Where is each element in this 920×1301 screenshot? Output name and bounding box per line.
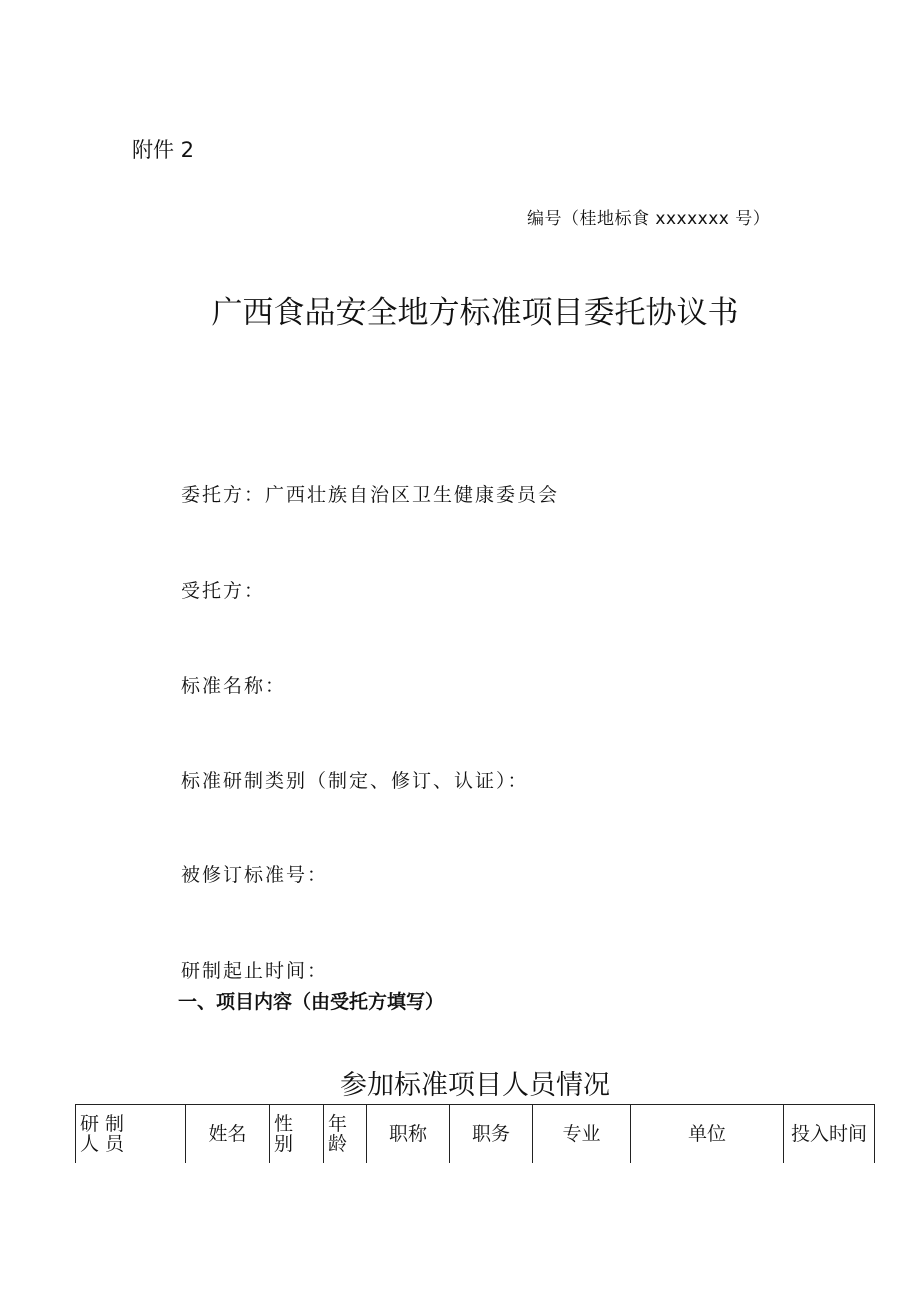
section-heading: 一、项目内容（由受托方填写） [178,991,445,1013]
header-age-text: 年龄 [328,1113,348,1155]
field-revised-standard-number: 被修订标准号： [181,864,329,886]
header-gender [270,1105,324,1164]
attachment-label: 附件 2 [132,138,195,162]
header-name: 姓名 [186,1105,270,1164]
field-development-period: 研制起止时间： [181,960,329,982]
header-position: 职务 [450,1105,533,1164]
header-title: 职称 [367,1105,450,1164]
field-entrusted-party: 受托方： [181,580,266,602]
document-title: 广西食品安全地方标准项目委托协议书 [211,295,739,331]
header-personnel [76,1105,186,1164]
field-standard-name: 标准名称： [181,675,287,697]
field-standard-category: 标准研制类别（制定、修订、认证）： [181,770,529,792]
staff-table [75,1104,875,1163]
header-unit: 单位 [631,1105,784,1164]
header-personnel-line2: 人 员 [80,1133,125,1155]
table-header-row [76,1105,875,1164]
field-entrusting-party: 委托方：广西壮族自治区卫生健康委员会 [181,484,560,506]
table-caption: 参加标准项目人员情况 [340,1070,610,1101]
header-major: 专业 [533,1105,631,1164]
header-age [324,1105,367,1164]
serial-number: 编号（桂地标食 xxxxxxx 号） [527,209,771,229]
header-personnel-line1: 研 制 [80,1113,125,1135]
header-time-invested: 投入时间 [784,1105,875,1164]
header-gender-text: 性别 [274,1113,294,1155]
